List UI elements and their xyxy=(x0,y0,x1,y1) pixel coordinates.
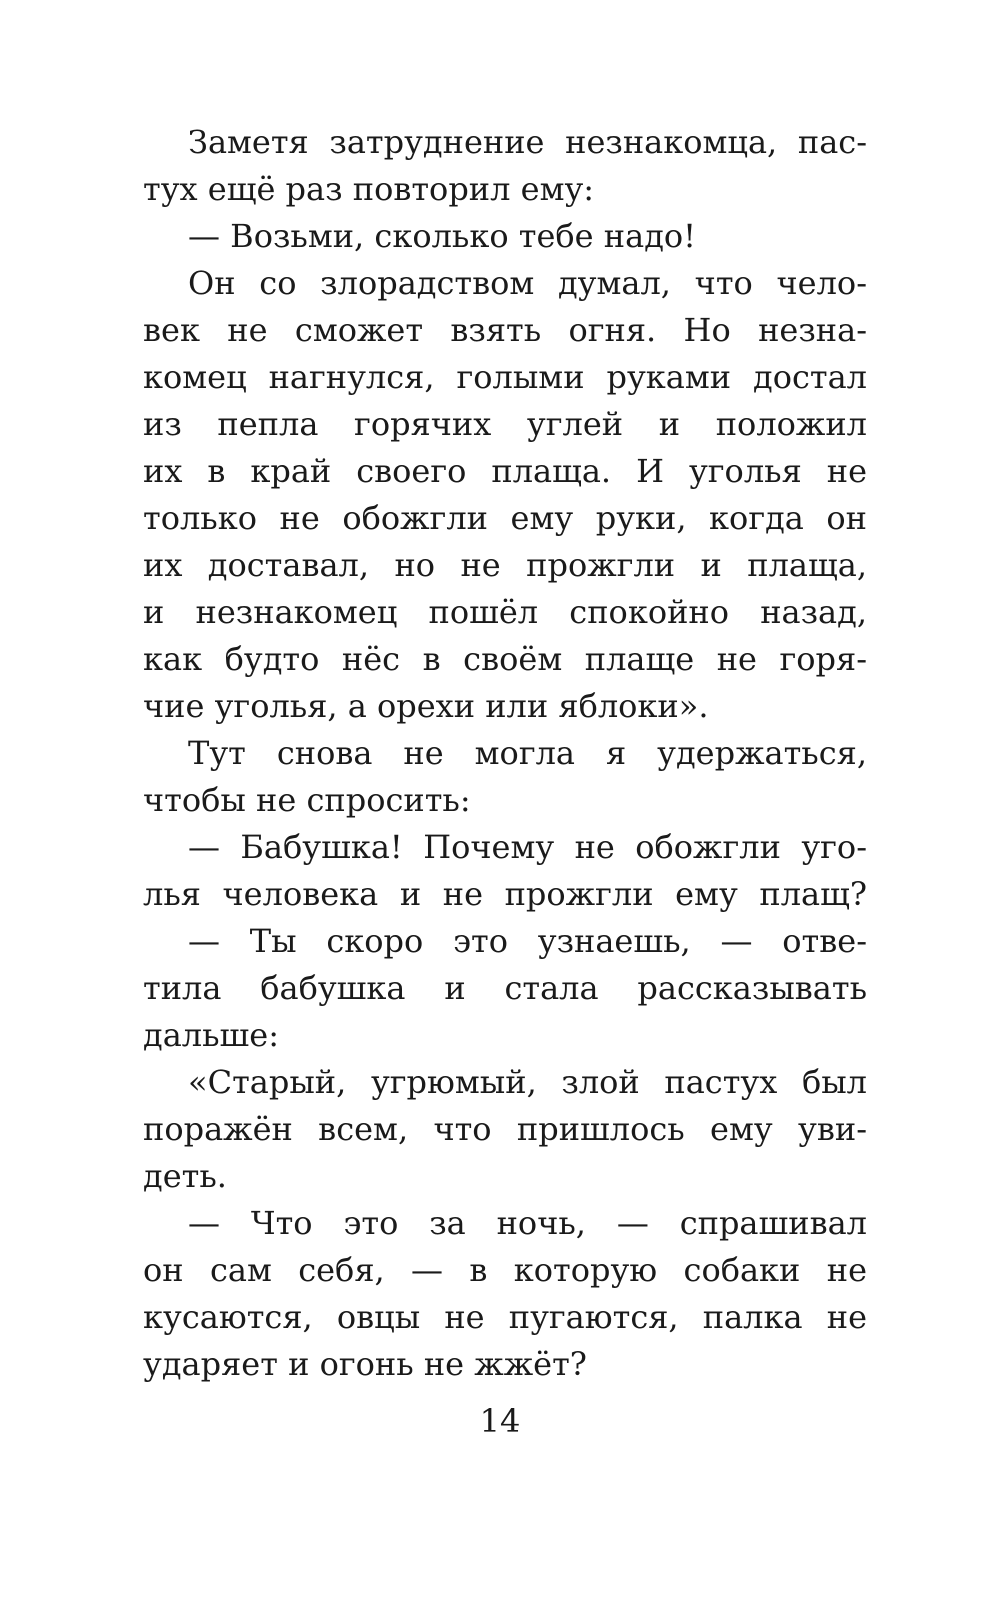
text-line: лья человека и не прожгли ему плащ? xyxy=(143,875,867,913)
text-line: как будто нёс в своём плаще не горя- xyxy=(143,640,867,678)
text-line: только не обожгли ему руки, когда он xyxy=(143,499,867,537)
text-line: чтобы не спросить: xyxy=(143,781,471,819)
text-line: Он со злорадством думал, что чело- xyxy=(188,264,867,302)
text-line: — Ты скоро это узнаешь, — отве- xyxy=(188,922,867,960)
text-line: кусаются, овцы не пугаются, палка не xyxy=(143,1298,867,1336)
text-line: тух ещё раз повторил ему: xyxy=(143,170,595,208)
text-line: дальше: xyxy=(143,1016,279,1054)
text-line: поражён всем, что пришлось ему уви- xyxy=(143,1110,867,1148)
page-number: 14 xyxy=(479,1402,521,1440)
text-line: — Что это за ночь, — спрашивал xyxy=(188,1204,867,1242)
text-line: деть. xyxy=(143,1157,227,1195)
body-text xyxy=(143,119,867,1388)
text-line: из пепла горячих углей и положил xyxy=(143,405,867,443)
text-line: ударяет и огонь не жжёт? xyxy=(143,1345,587,1383)
text-line: он сам себя, — в которую собаки не xyxy=(143,1251,867,1289)
text-line: тила бабушка и стала рассказывать xyxy=(143,969,867,1007)
text-line: — Возьми, сколько тебе надо! xyxy=(188,217,697,255)
text-line: комец нагнулся, голыми руками достал xyxy=(143,358,867,396)
text-line: «Старый, угрюмый, злой пастух был xyxy=(188,1063,867,1101)
text-line: — Бабушка! Почему не обожгли уго- xyxy=(188,828,867,866)
text-line: Заметя затруднение незнакомца, пас- xyxy=(188,123,867,161)
text-line: чие уголья, а орехи или яблоки». xyxy=(143,687,709,725)
text-line: Тут снова не могла я удержаться, xyxy=(188,734,867,772)
text-line: век не сможет взять огня. Но незна- xyxy=(143,311,867,349)
text-line: их доставал, но не прожгли и плаща, xyxy=(143,546,867,584)
text-line: их в край своего плаща. И уголья не xyxy=(143,452,867,490)
text-line: и незнакомец пошёл спокойно назад, xyxy=(143,593,867,631)
